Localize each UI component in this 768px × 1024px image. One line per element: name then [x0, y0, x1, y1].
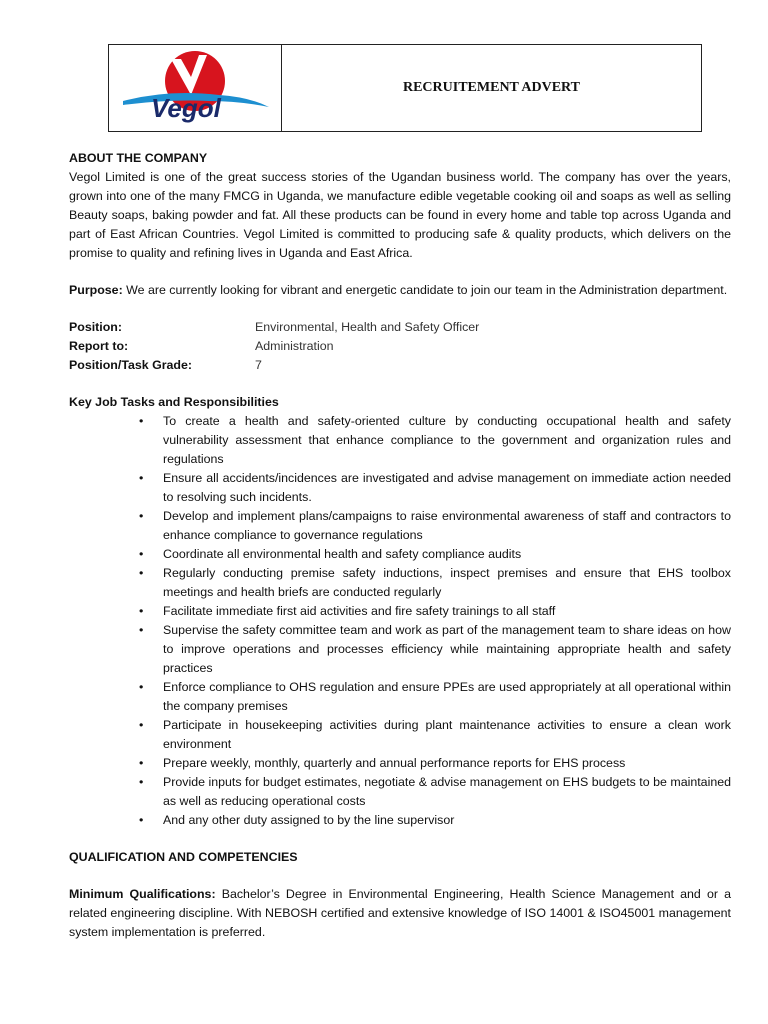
bullet-icon: •: [139, 756, 144, 770]
bullet-icon: •: [139, 813, 144, 827]
min-qual-label: Minimum Qualifications:: [69, 887, 216, 901]
list-item: • Regularly conducting premise safety inductions, inspect premises and ensure that EHS toolbox meetings and health briefs are conducted regularly: [139, 566, 731, 599]
about-text: Vegol Limited is one of the great success stories of the Ugandan business world. The company has over the years, grown into one of the many FMCG in Uganda, we manufacture edible vegetable cooking oil and soaps as well as selling Beauty soaps, baking powder and fat. All these products can be found in every home and table top across Uganda and part of East African Countries. Vegol Limited is committed to producing safe & quality products, which delivers on the promise to quality and refining lives in Uganda and East Africa.: [69, 170, 731, 260]
purpose-text: We are currently looking for vibrant and energetic candidate to join our team in the Administration department.: [122, 283, 728, 297]
bullet-icon: •: [139, 414, 144, 428]
detail-value: 7: [255, 358, 262, 372]
list-item: • Ensure all accidents/incidences are investigated and advise management on immediate action needed to resolving such incidents.: [139, 471, 731, 504]
bullet-icon: •: [139, 604, 144, 618]
detail-row-report: [69, 337, 731, 356]
tasks-list: [69, 412, 731, 830]
bullet-icon: •: [139, 623, 144, 637]
detail-value: Administration: [255, 339, 334, 353]
bullet-icon: •: [139, 775, 144, 789]
bullet-icon: •: [139, 509, 144, 523]
detail-key: Position/Task Grade:: [69, 358, 193, 372]
list-item: • Facilitate immediate first aid activities and fire safety trainings to all staff: [69, 602, 731, 621]
document-body: [69, 149, 731, 942]
list-item: • Coordinate all environmental health and safety compliance audits: [69, 545, 731, 564]
list-item: • And any other duty assigned to by the line supervisor: [69, 811, 731, 830]
purpose-label: Purpose:: [69, 283, 123, 297]
detail-key: Position:: [69, 320, 122, 334]
vegol-logo: [109, 45, 281, 131]
purpose-paragraph: [69, 281, 731, 300]
about-heading: ABOUT THE COMPANY: [69, 151, 208, 165]
list-item: • Prepare weekly, monthly, quarterly and annual performance reports for EHS process: [69, 754, 731, 773]
list-item: • Supervise the safety committee team and work as part of the management team to share ideas on how to improve operations and processes efficiency while maintaining appropriate health and safety practices: [139, 623, 731, 675]
detail-value: Environmental, Health and Safety Officer: [255, 320, 480, 334]
list-item: • Develop and implement plans/campaigns to raise environmental awareness of staff and contractors to enhance compliance to governance regulations: [139, 509, 731, 542]
detail-row-grade: [69, 356, 731, 375]
detail-row-position: [69, 318, 731, 337]
bullet-icon: •: [139, 566, 144, 580]
qualifications-heading: QUALIFICATION AND COMPETENCIES: [69, 850, 298, 864]
list-item: • Enforce compliance to OHS regulation and ensure PPEs are used appropriately at all operational within the company premises: [139, 680, 731, 713]
advert-title: RECRUITEMENT ADVERT: [402, 80, 580, 95]
tasks-heading: Key Job Tasks and Responsibilities: [69, 395, 279, 409]
header-box: [108, 44, 702, 132]
minimum-qualifications: [69, 885, 731, 942]
bullet-icon: •: [139, 680, 144, 694]
logo-cell: [109, 45, 282, 131]
min-qual-text: Bachelor’s Degree in Environmental Engineering, Health Science Management and or a related engineering discipline. With NEBOSH certified and extensive knowledge of ISO 14001 & ISO45001 management system implementation is preferred.: [69, 887, 731, 939]
bullet-icon: •: [139, 718, 144, 732]
logo-text: Vegol: [151, 93, 221, 123]
detail-key: Report to:: [69, 339, 129, 353]
list-item: • Participate in housekeeping activities during plant maintenance activities to ensure a clean work environment: [139, 718, 731, 751]
bullet-icon: •: [139, 547, 144, 561]
bullet-icon: •: [139, 471, 144, 485]
list-item: • Provide inputs for budget estimates, negotiate & advise management on EHS budgets to be maintained as well as reducing operational costs: [139, 775, 731, 808]
list-item: • To create a health and safety-oriented culture by conducting occupational health and safety vulnerability assessment that enhance compliance to the government and organization rules and regulations: [139, 414, 731, 466]
